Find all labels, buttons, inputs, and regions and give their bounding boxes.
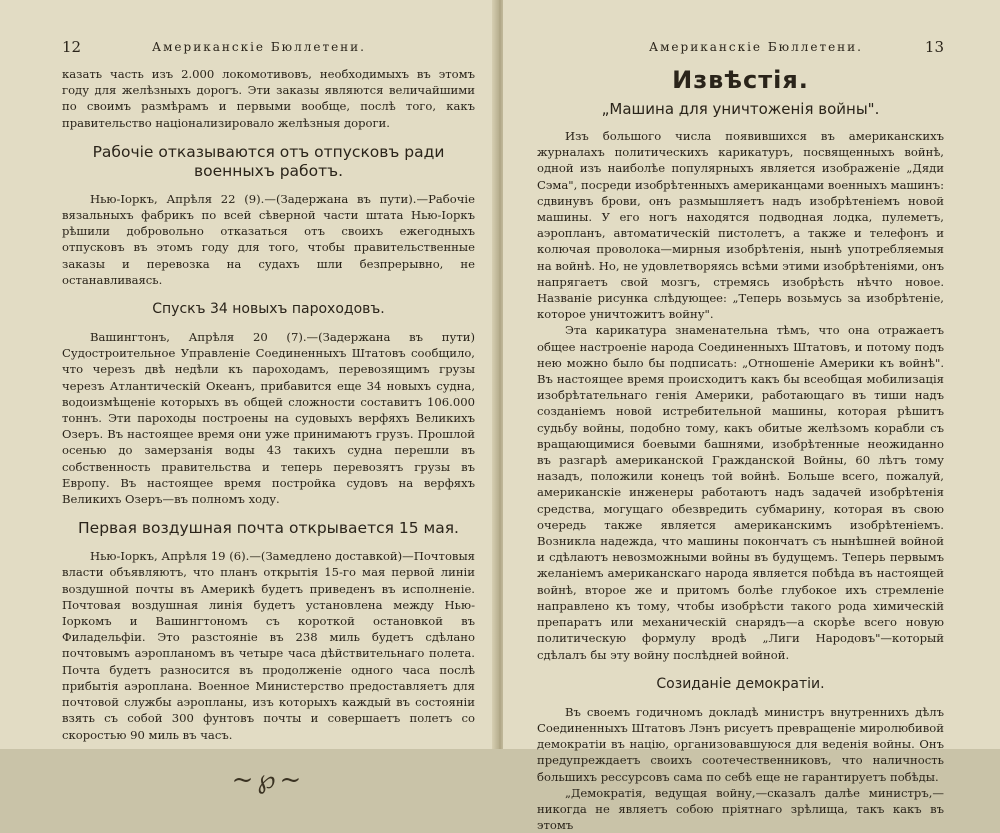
left-paragraph-ships: Вашингтонъ, Апрѣля 20 (7).—(Задержана въ пути) Судостроительное Управленiе Соединенныхъ Штатовъ сообщило, что черезъ двѣ недѣли къ пароходамъ, перевозящимъ грузы черезъ Атлантическiй Океанъ, прибавится еще 34 новыхъ судна, водоизмѣщенiе которыхъ въ общей сложности составитъ 106.000 тоннъ. Эти пароходы построены на судовыхъ верфяхъ Великихъ Озеръ. Въ настоящее время они уже принимаютъ грузъ. Прошлой осенью до замерзанiя воды 43 такихъ судна перешли въ собственность правительства и теперь перевозятъ грузы въ Европу. Въ настоящее время постройка судовъ на верфяхъ Великихъ Озеръ—въ полномъ ходу. <box>62 330 475 507</box>
left-page-number: 12 <box>62 38 82 56</box>
left-paragraph-workers: Нью-Iоркъ, Апрѣля 22 (9).—(Задержана въ пути).—Рабочiе вязальныхъ фабрикъ по всей сѣверной части штата Нью-Iоркъ рѣшили добровольно отказаться отъ своихъ ежегодныхъ отпусковъ въ этомъ году для того, чтобы правительственные заказы и перевозка на судахъ шли безпрерывно, не останавливаясь. <box>62 191 475 287</box>
right-running-header <box>537 38 944 58</box>
left-heading-ships: Спускъ 34 новыхъ пароходовъ. <box>152 301 385 318</box>
right-page <box>503 0 1000 833</box>
left-running-title: Американскiе Бюллетени. <box>152 40 366 54</box>
left-heading-workers: Рабочiе отказываются отъ отпусковъ ради военныхъ работъ. <box>92 142 445 180</box>
section-title: Извѣстiя. <box>672 66 809 94</box>
ornament-icon: ~℘~ <box>231 764 306 795</box>
right-paragraph-mobilization: Эта карикатура знаменательна тѣмъ, что она отражаетъ общее настроенiе народа Соединенныхъ Штатовъ, и потому подъ нею можно было бы подписать: „Отношенiе Америки къ войнѣ". Въ настоящее время происходитъ какъ бы всеобщая мобилизацiя изобрѣтательнаго генiя Америки, работающаго въ тиши надъ созданiемъ новой истребительной машины, которая рѣшитъ судьбу войны, подобно тому, какъ обитые желѣзомъ корабли съ вращающимися боевыми башнями, изобрѣтенные неожиданно въ разгарѣ американской Гражданской Войны, 60 лѣтъ тому назадъ, положили конецъ той войнѣ. Больше всего, пожалуй, американскiе инженеры работаютъ надъ задачей изобрѣтенiя средства, могущаго обезвредить субмарину, которая въ свою очередь также является американскимъ изобрѣтенiемъ. Возникла надежда, что машины покончатъ съ нынѣшней войной и сдѣлаютъ невозможными войны въ будущемъ. Теперь первымъ желанiемъ американскаго народа является побѣда въ настоящей войнѣ, второе же и притомъ болѣе глубокое ихъ стремленiе направлено къ тому, чтобы изобрѣсти такого рода химическiй препаратъ или механическiй снарядъ—а скорѣе всего новую политическую формулу вродѣ „Лиги Народовъ"—который сдѣлалъ бы эту войну послѣдней войной. <box>537 323 944 662</box>
left-running-header <box>62 38 475 58</box>
right-paragraph-cartoon: Изъ большого числа появившихся въ американскихъ журналахъ политическихъ карикатуръ, посвященныхъ войнѣ, одной изъ наиболѣе популярныхъ является изображенiе „Дяди Сэма", посреди изобрѣтенныхъ американцами военныхъ машинъ: сдвинувъ брови, онъ размышляетъ надъ изобрѣтенiемъ новой машины. У его ногъ находятся подводная лодка, пулеметъ, аэропланъ, автоматическiй пистолетъ, а также и телефонъ и колючая проволока—мирныя изобрѣтенiя, нынѣ употребляемыя на войнѣ. Но, не удовлетворяясь всѣми этими изобрѣтенiями, онъ напрягаетъ свой мозгъ, стремясь изобрѣсть нѣчто новое. Названiе рисунка слѣдующее: „Теперь возьмусь за изобрѣтенiе, которое уничтожитъ войну". <box>537 129 944 322</box>
left-page <box>0 0 497 795</box>
right-heading-machine: „Машина для уничтоженiя войны". <box>601 100 880 118</box>
left-continuation-paragraph: казать часть изъ 2.000 локомотивовъ, необходимыхъ въ этомъ году для желѣзныхъ дорогъ. Эти заказы являются величайшими по своимъ размѣрамъ и первыми вообще, послѣ того, какъ правительство нацiонализировало желѣзныя дороги. <box>62 67 475 130</box>
left-heading-airmail: Первая воздушная почта открывается 15 мая. <box>78 519 459 538</box>
right-page-number: 13 <box>924 38 944 56</box>
left-paragraph-airmail: Нью-Iоркъ, Апрѣля 19 (6).—(Замедлено доставкой)—Почтовыя власти объявляютъ, что планъ открытiя 15-го мая первой линiи воздушной почты въ Америкѣ будетъ приведенъ въ исполненiе. Почтовая воздушная линiя будетъ установлена между Нью-Iоркомъ и Вашингтономъ съ короткой остановкой въ Филадельфiи. Это разстоянiе въ 238 миль будетъ сдѣлано почтовымъ аэропланомъ въ четыре часа дѣйствительнаго полета. Почта будетъ разносится въ продолженiе одного часа послѣ прибытiя аэроплана. Военное Министерство предоставляетъ для почтовой службы аэропланы, изъ которыхъ каждый въ состоянiи взять съ собой 300 фунтовъ почты и совершаетъ полетъ со скоростью 90 миль въ часъ. <box>62 549 475 742</box>
right-paragraph-quote: „Демократiя, ведущая войну,—сказалъ далѣе министръ,—никогда не являетъ собою прiятнаго зрѣлища, такъ какъ въ этомъ <box>537 785 944 833</box>
right-heading-democracy: Созиданiе демократiи. <box>656 675 825 692</box>
right-running-title: Американскiе Бюллетени. <box>649 40 863 54</box>
right-paragraph-report: Въ своемъ годичномъ докладѣ министръ внутреннихъ дѣлъ Соединенныхъ Штатовъ Лэнъ рисуетъ превращенiе миролюбивой демократiи въ нацiю, организовавшуюся для веденiя войны. Онъ предупреждаетъ своихъ соотечественниковъ, что наличность большихъ рессурсовъ сама по себѣ еще не гарантируетъ побѣды. <box>537 704 944 784</box>
